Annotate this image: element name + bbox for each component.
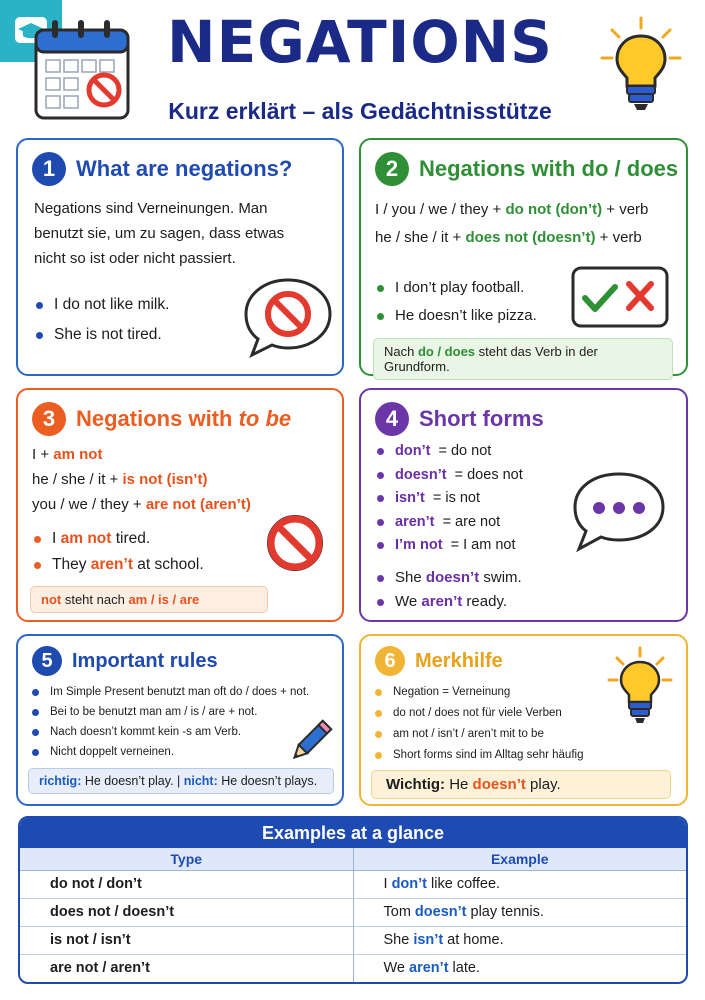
- speech-bubble-icon: [569, 468, 669, 554]
- card-title: Short forms: [419, 406, 544, 431]
- list-item: Bei to be benutzt man am / is / are + not.: [30, 702, 309, 722]
- check-cross-icon: [571, 266, 669, 328]
- list-item: doesn’t = does not: [375, 464, 523, 488]
- card-text: Negations sind Verneinungen. Man benutzt sie, um zu sagen, dass etwas nicht so ist oder nicht passiert.: [34, 200, 285, 267]
- type-cell: do not / don’t: [20, 870, 353, 898]
- list-item: He doesn’t like pizza.: [375, 302, 537, 330]
- card-what-are-negations: [16, 138, 344, 376]
- list-item: I’m not = I am not: [375, 534, 523, 558]
- column-header-type: Type: [20, 848, 353, 870]
- rule-list: [30, 682, 309, 762]
- pencil-icon: [284, 716, 336, 768]
- rule-line: I / you / we / they + do not (don’t) + verb he / she / it + does not (doesn’t) + verb: [375, 201, 649, 246]
- card-title: Important rules: [72, 649, 218, 672]
- page-subtitle: Kurz erklärt – als Gedächtnisstütze: [168, 98, 552, 124]
- example-list: [375, 566, 522, 614]
- card-number: 2: [375, 152, 409, 186]
- prohibited-speech-bubble-icon: [240, 274, 336, 360]
- example-list: [375, 274, 537, 330]
- hint-note: not steht nach am / is / are: [30, 586, 268, 613]
- card-title: What are negations?: [76, 156, 293, 181]
- card-title: Negations with do / does: [419, 156, 679, 181]
- card-title: Negations with to be: [76, 406, 292, 431]
- example-cell: I don’t like coffee.: [353, 870, 686, 898]
- example-cell: She isn’t at home.: [353, 926, 686, 954]
- list-item: Im Simple Present benutzt man oft do / does + not.: [30, 682, 309, 702]
- correct-wrong-note: richtig: He doesn’t play. | nicht: He doesn’t plays.: [28, 768, 334, 794]
- type-cell: does not / doesn’t: [20, 898, 353, 926]
- table-row: [20, 898, 686, 926]
- hint-note: Nach do / does steht das Verb in der Grundform.: [373, 338, 673, 380]
- list-item: do not / does not für viele Verben: [373, 703, 583, 724]
- light-bulb-icon: [607, 646, 673, 730]
- card-number: 5: [32, 646, 62, 676]
- list-item: isn’t = is not: [375, 487, 523, 511]
- table-title: Examples at a glance: [20, 818, 686, 848]
- list-item: Nach doesn’t kommt kein -s am Verb.: [30, 722, 309, 742]
- example-cell: Tom doesn’t play tennis.: [353, 898, 686, 926]
- card-negations-to-be: [16, 388, 344, 622]
- table-row: [20, 954, 686, 982]
- card-number: 6: [375, 646, 405, 676]
- type-cell: are not / aren’t: [20, 954, 353, 982]
- list-item: don’t = do not: [375, 440, 523, 464]
- example-list: [32, 526, 204, 578]
- tip-list: [373, 682, 583, 766]
- card-title: Merkhilfe: [415, 649, 503, 672]
- card-number: 1: [32, 152, 66, 186]
- list-item: I am not tired.: [32, 526, 204, 552]
- table-header-row: [20, 848, 686, 870]
- list-item: am not / isn’t / aren’t mit to be: [373, 724, 583, 745]
- light-bulb-icon: [596, 14, 686, 114]
- rule-lines: I + am not he / she / it + is not (isn’t) you / we / they + are not (aren’t): [32, 446, 251, 513]
- card-number: 3: [32, 402, 66, 436]
- table-row: [20, 926, 686, 954]
- page-title: NEGATIONS: [167, 8, 553, 76]
- example-list: [34, 290, 169, 350]
- card-negations-do-does: [359, 138, 688, 376]
- example-cell: We aren’t late.: [353, 954, 686, 982]
- type-cell: is not / isn’t: [20, 926, 353, 954]
- card-merkhilfe: [359, 634, 688, 806]
- list-item: We aren’t ready.: [375, 590, 522, 614]
- short-form-list: [375, 440, 523, 558]
- important-note: Wichtig: He doesn’t play.: [371, 770, 671, 799]
- list-item: She doesn’t swim.: [375, 566, 522, 590]
- list-item: She is not tired.: [34, 320, 169, 350]
- list-item: I do not like milk.: [34, 290, 169, 320]
- list-item: They aren’t at school.: [32, 552, 204, 578]
- table-row: [20, 870, 686, 898]
- list-item: I don’t play football.: [375, 274, 537, 302]
- examples-grid: [20, 848, 686, 982]
- list-item: Nicht doppelt verneinen.: [30, 742, 309, 762]
- card-short-forms: [359, 388, 688, 622]
- examples-table: [18, 816, 688, 984]
- list-item: Negation = Verneinung: [373, 682, 583, 703]
- card-number: 4: [375, 402, 409, 436]
- list-item: Short forms sind im Alltag sehr häufig: [373, 745, 583, 766]
- column-header-example: Example: [353, 848, 686, 870]
- calendar-icon: [28, 14, 138, 126]
- prohibited-icon: [262, 510, 328, 576]
- card-important-rules: [16, 634, 344, 806]
- list-item: aren’t = are not: [375, 511, 523, 535]
